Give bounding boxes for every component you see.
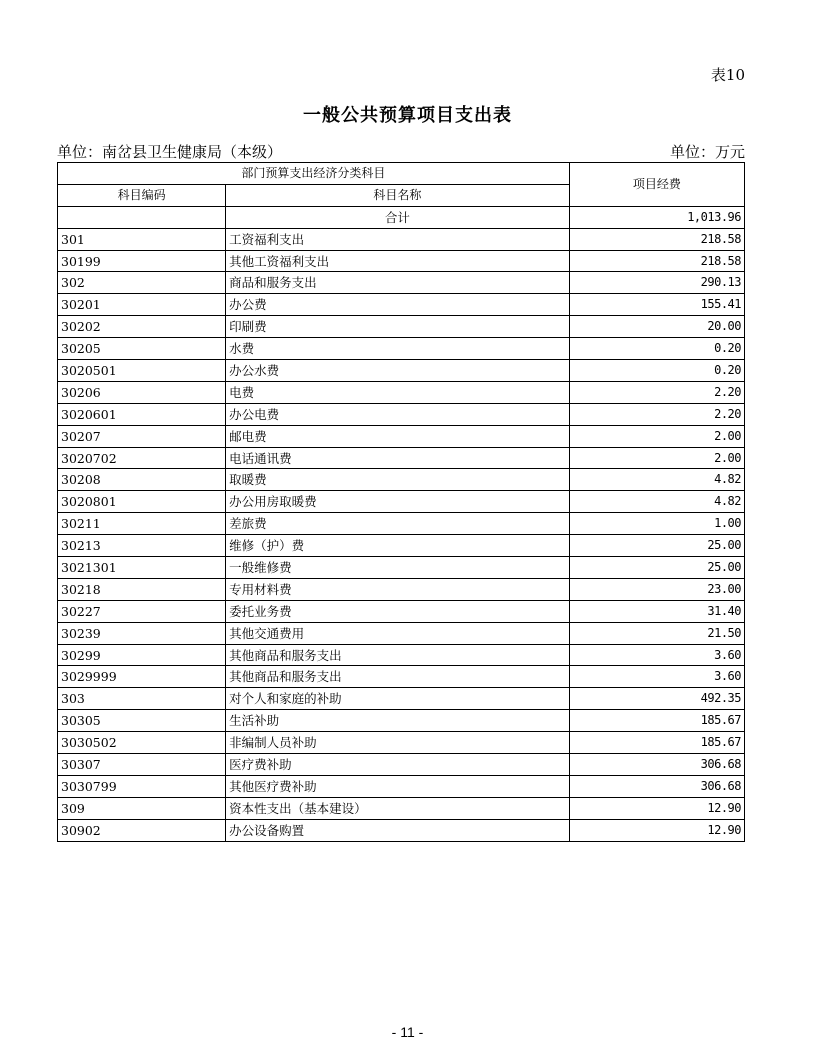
header-amount: 项目经费 bbox=[569, 163, 744, 207]
row-name: 委托业务费 bbox=[226, 600, 570, 622]
row-amount: 2.00 bbox=[569, 425, 744, 447]
row-name: 工资福利支出 bbox=[226, 228, 570, 250]
row-name: 其他商品和服务支出 bbox=[226, 644, 570, 666]
table-row bbox=[58, 535, 745, 557]
row-code: 30206 bbox=[58, 381, 226, 403]
row-name: 维修（护）费 bbox=[226, 535, 570, 557]
table-row bbox=[58, 381, 745, 403]
row-name: 办公费 bbox=[226, 294, 570, 316]
total-row bbox=[58, 206, 745, 228]
row-amount: 155.41 bbox=[569, 294, 744, 316]
row-name: 取暖费 bbox=[226, 469, 570, 491]
row-name: 其他商品和服务支出 bbox=[226, 666, 570, 688]
table-row bbox=[58, 600, 745, 622]
row-amount: 218.58 bbox=[569, 250, 744, 272]
row-name: 办公电费 bbox=[226, 403, 570, 425]
table-row bbox=[58, 272, 745, 294]
row-code: 3030502 bbox=[58, 732, 226, 754]
table-row bbox=[58, 819, 745, 841]
row-amount: 20.00 bbox=[569, 316, 744, 338]
table-row bbox=[58, 403, 745, 425]
row-name: 资本性支出（基本建设） bbox=[226, 797, 570, 819]
row-code: 3020601 bbox=[58, 403, 226, 425]
row-name: 生活补助 bbox=[226, 710, 570, 732]
row-code: 30305 bbox=[58, 710, 226, 732]
table-row bbox=[58, 469, 745, 491]
row-code: 309 bbox=[58, 797, 226, 819]
header-name: 科目名称 bbox=[226, 184, 570, 206]
row-code: 30211 bbox=[58, 513, 226, 535]
row-name: 水费 bbox=[226, 338, 570, 360]
row-amount: 25.00 bbox=[569, 535, 744, 557]
row-code: 30202 bbox=[58, 316, 226, 338]
row-code: 30299 bbox=[58, 644, 226, 666]
row-code: 30213 bbox=[58, 535, 226, 557]
row-amount: 1.00 bbox=[569, 513, 744, 535]
row-name: 邮电费 bbox=[226, 425, 570, 447]
row-amount: 306.68 bbox=[569, 775, 744, 797]
table-row bbox=[58, 338, 745, 360]
row-code: 30199 bbox=[58, 250, 226, 272]
row-code: 30218 bbox=[58, 578, 226, 600]
unit-currency: 单位：万元 bbox=[669, 143, 745, 161]
row-amount: 185.67 bbox=[569, 732, 744, 754]
table-row bbox=[58, 360, 745, 382]
table-row bbox=[58, 622, 745, 644]
row-amount: 306.68 bbox=[569, 754, 744, 776]
row-name: 办公水费 bbox=[226, 360, 570, 382]
total-label: 合计 bbox=[226, 206, 570, 228]
row-name: 差旅费 bbox=[226, 513, 570, 535]
row-code: 3020501 bbox=[58, 360, 226, 382]
table-row bbox=[58, 250, 745, 272]
total-amount: 1,013.96 bbox=[569, 206, 744, 228]
header-row-main bbox=[58, 163, 745, 185]
table-row bbox=[58, 513, 745, 535]
row-code: 30307 bbox=[58, 754, 226, 776]
table-row bbox=[58, 425, 745, 447]
row-amount: 23.00 bbox=[569, 578, 744, 600]
row-amount: 2.20 bbox=[569, 403, 744, 425]
table-row bbox=[58, 294, 745, 316]
row-name: 对个人和家庭的补助 bbox=[226, 688, 570, 710]
row-amount: 218.58 bbox=[569, 228, 744, 250]
table-row bbox=[58, 491, 745, 513]
row-name: 其他医疗费补助 bbox=[226, 775, 570, 797]
row-name: 非编制人员补助 bbox=[226, 732, 570, 754]
row-code: 3029999 bbox=[58, 666, 226, 688]
table-row bbox=[58, 557, 745, 579]
row-amount: 4.82 bbox=[569, 491, 744, 513]
row-amount: 3.60 bbox=[569, 666, 744, 688]
row-code: 303 bbox=[58, 688, 226, 710]
row-name: 电话通讯费 bbox=[226, 447, 570, 469]
row-amount: 290.13 bbox=[569, 272, 744, 294]
row-code: 302 bbox=[58, 272, 226, 294]
row-code: 3030799 bbox=[58, 775, 226, 797]
table-row bbox=[58, 644, 745, 666]
header-category: 部门预算支出经济分类科目 bbox=[58, 163, 570, 185]
row-name: 专用材料费 bbox=[226, 578, 570, 600]
row-amount: 2.00 bbox=[569, 447, 744, 469]
unit-organization: 单位：南岔县卫生健康局（本级） bbox=[57, 143, 283, 161]
row-amount: 0.20 bbox=[569, 338, 744, 360]
row-code: 3020702 bbox=[58, 447, 226, 469]
row-code: 301 bbox=[58, 228, 226, 250]
row-amount: 12.90 bbox=[569, 797, 744, 819]
row-code: 30902 bbox=[58, 819, 226, 841]
table-row bbox=[58, 666, 745, 688]
row-code: 3020801 bbox=[58, 491, 226, 513]
row-name: 其他工资福利支出 bbox=[226, 250, 570, 272]
page-title: 一般公共预算项目支出表 bbox=[303, 105, 512, 126]
row-amount: 2.20 bbox=[569, 381, 744, 403]
page-number: - 11 - bbox=[391, 1024, 424, 1040]
row-amount: 12.90 bbox=[569, 819, 744, 841]
row-amount: 25.00 bbox=[569, 557, 744, 579]
header-code: 科目编码 bbox=[58, 184, 226, 206]
row-amount: 185.67 bbox=[569, 710, 744, 732]
row-code: 30227 bbox=[58, 600, 226, 622]
row-name: 印刷费 bbox=[226, 316, 570, 338]
row-amount: 492.35 bbox=[569, 688, 744, 710]
row-code: 30201 bbox=[58, 294, 226, 316]
table-row bbox=[58, 688, 745, 710]
table-row bbox=[58, 732, 745, 754]
row-amount: 3.60 bbox=[569, 644, 744, 666]
table-row bbox=[58, 797, 745, 819]
table-row bbox=[58, 710, 745, 732]
row-name: 办公用房取暖费 bbox=[226, 491, 570, 513]
row-code: 30239 bbox=[58, 622, 226, 644]
row-amount: 31.40 bbox=[569, 600, 744, 622]
row-name: 办公设备购置 bbox=[226, 819, 570, 841]
table-row bbox=[58, 228, 745, 250]
total-code-cell bbox=[58, 206, 226, 228]
table-row bbox=[58, 447, 745, 469]
budget-table bbox=[57, 162, 745, 842]
row-amount: 21.50 bbox=[569, 622, 744, 644]
table-number: 表10 bbox=[710, 66, 745, 84]
row-code: 30207 bbox=[58, 425, 226, 447]
row-name: 一般维修费 bbox=[226, 557, 570, 579]
row-code: 30205 bbox=[58, 338, 226, 360]
row-amount: 4.82 bbox=[569, 469, 744, 491]
row-code: 30208 bbox=[58, 469, 226, 491]
row-amount: 0.20 bbox=[569, 360, 744, 382]
table-row bbox=[58, 775, 745, 797]
row-code: 3021301 bbox=[58, 557, 226, 579]
row-name: 电费 bbox=[226, 381, 570, 403]
row-name: 医疗费补助 bbox=[226, 754, 570, 776]
table-row bbox=[58, 578, 745, 600]
table-row bbox=[58, 754, 745, 776]
table-row bbox=[58, 316, 745, 338]
row-name: 其他交通费用 bbox=[226, 622, 570, 644]
row-name: 商品和服务支出 bbox=[226, 272, 570, 294]
